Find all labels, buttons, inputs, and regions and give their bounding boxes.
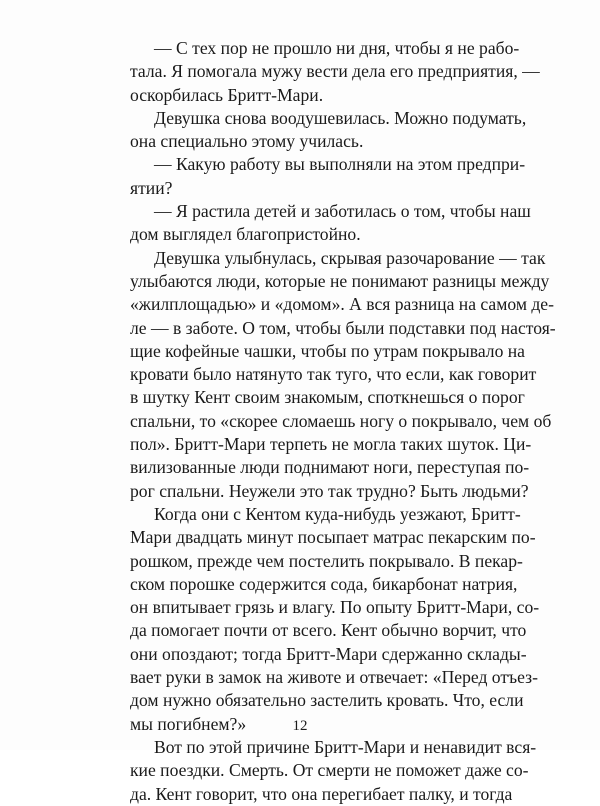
paragraph	[130, 736, 537, 806]
text-line: вает руки в замок на животе и отвечает: «Перед отъез-	[130, 667, 538, 688]
text-line: они опоздают; тогда Бритт-Мари сдержанно склады-	[130, 643, 527, 664]
text-line: она специально этому училась.	[130, 131, 364, 152]
text-line: в шутку Кент своим знакомым, споткнешься о порог	[130, 387, 525, 408]
paragraph	[130, 37, 540, 107]
text-line: да помогает почти от всего. Кент обычно ворчит, что	[130, 620, 527, 641]
text-line: дом нужно обязательно застелить кровать. Что, если	[130, 690, 524, 711]
text-line: он впитывает грязь и влагу. По опыту Бритт-Мари, со-	[130, 597, 540, 618]
text-line: — С тех пор не прошло ни дня, чтобы я не рабо-	[154, 38, 520, 58]
body-text	[130, 37, 556, 806]
paragraph	[130, 153, 526, 200]
paragraph	[130, 107, 527, 154]
text-line: спальни, то «скорее сломаешь ногу о покрывало, чем об	[130, 410, 552, 431]
text-line: рошком, прежде чем постелить покрывало. В пекар-	[130, 550, 523, 571]
text-line: рог спальни. Неужели это так трудно? Быть людьми?	[130, 480, 529, 501]
text-line: ятии?	[130, 177, 173, 198]
text-line: пол». Бритт-Мари терпеть не могла таких шуток. Ци-	[130, 434, 532, 455]
text-line: кие поездки. Смерть. От смерти не поможет даже со-	[130, 760, 529, 781]
text-line: улыбаются люди, которые не понимают разницы между	[130, 270, 550, 291]
text-line: — Я растила детей и заботилась о том, чтобы наш	[154, 201, 531, 222]
text-line: щие кофейные чашки, чтобы по утрам покрывало на	[130, 340, 525, 361]
text-line: Мари двадцать минут посыпает матрас пекарским по-	[130, 527, 536, 548]
text-line: оскорбилась Бритт-Мари.	[130, 84, 324, 105]
page-number: 12	[292, 718, 308, 734]
paragraph	[130, 247, 556, 503]
text-line: Когда они с Кентом куда-нибудь уезжают, Бритт-	[154, 503, 521, 524]
text-line: — Какую работу вы выполняли на этом предпри-	[154, 154, 526, 175]
text-line: Девушка улыбнулась, скрывая разочарование — так	[154, 247, 546, 268]
text-line: тала. Я помогала мужу вести дела его предприятия, —	[130, 61, 540, 82]
text-line: ском порошке содержится сода, бикарбонат натрия,	[130, 573, 518, 594]
text-line: Вот по этой причине Бритт-Мари и ненавидит вся-	[154, 736, 537, 757]
paragraph	[130, 503, 540, 736]
text-line: да. Кент говорит, что она перегибает палку, и тогда	[130, 783, 513, 804]
text-line: ле — в заботе. О том, чтобы были подставки под настоя-	[130, 317, 556, 338]
text-line: «жилплощадью» и «домом». А вся разница на самом де-	[130, 294, 554, 315]
paragraph	[130, 200, 531, 247]
text-line: вилизованные люди поднимают ноги, переступая по-	[130, 457, 530, 478]
text-line: мы погибнем?»	[130, 713, 247, 734]
text-line: кровати было натянуто так туго, что если, как говорит	[130, 364, 537, 385]
text-line: Девушка снова воодушевилась. Можно подумать,	[154, 107, 527, 128]
text-line: дом выглядел благопристойно.	[130, 224, 361, 245]
